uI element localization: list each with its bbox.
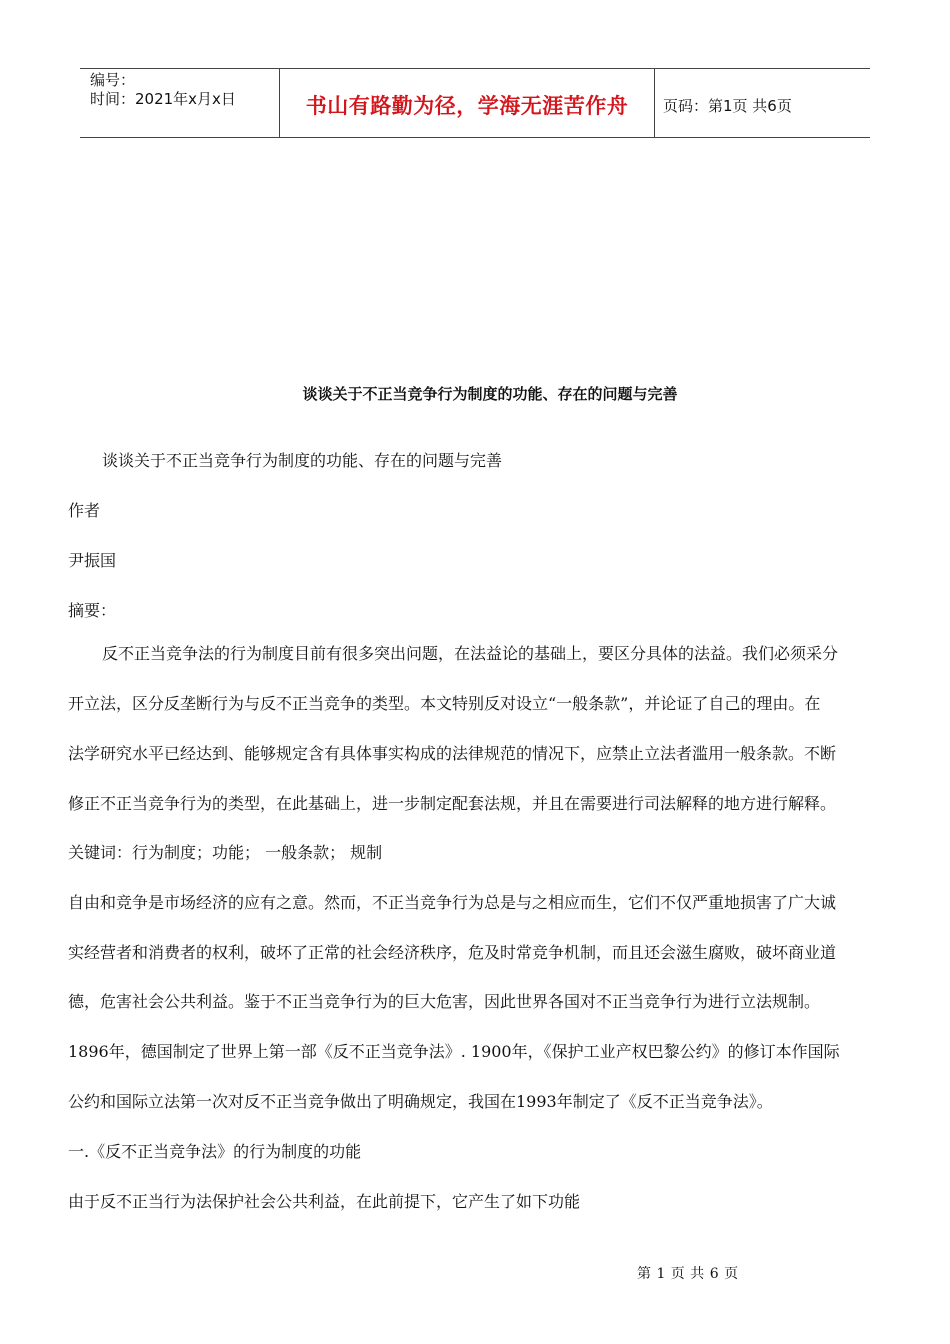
body-line: 德，危害社会公共利益。鉴于不正当竞争行为的巨大危害，因此世界各国对不正当竞争行为进行立法规制。 — [68, 992, 821, 1011]
page-info-label: 页码：第1页 共6页 — [663, 96, 792, 115]
header-page-info — [655, 69, 870, 137]
keywords-line: 关键词：行为制度；功能； 一般条款； 规制 — [68, 843, 383, 862]
author-label: 作者 — [68, 501, 101, 520]
abstract-line: 修正不正当竞争行为的类型，在此基础上，进一步制定配套法规，并且在需要进行司法解释的地方进行解释。 — [68, 794, 837, 813]
abstract-line: 反不正当竞争法的行为制度目前有很多突出问题，在法益论的基础上，要区分具体的法益。我们必须采分 — [102, 644, 839, 663]
abstract-label: 摘要： — [68, 601, 117, 620]
page-footer: 第 1 页 共 6 页 — [637, 1266, 739, 1282]
body-line: 1896年，德国制定了世界上第一部《反不正当竞争法》. 1900年，《保护工业产权巴黎公约》的修订本作国际 — [68, 1042, 840, 1061]
abstract-line: 法学研究水平已经达到、能够规定含有具体事实构成的法律规范的情况下，应禁止立法者滥用一般条款。不断 — [68, 744, 837, 763]
header-motto-cell — [280, 69, 655, 137]
body-line: 由于反不正当行为法保护社会公共利益，在此前提下，它产生了如下功能 — [68, 1192, 581, 1211]
time-label: 时间：2021年x月x日 — [90, 90, 236, 108]
body-line: 实经营者和消费者的权利，破坏了正常的社会经济秩序，危及时常竞争机制，而且还会滋生腐败，破坏商业道 — [68, 943, 837, 962]
body-line: 自由和竞争是市场经济的应有之意。然而，不正当竞争行为总是与之相应而生，它们不仅严重地损害了广大诚 — [68, 893, 837, 912]
serial-number-label: 编号： — [90, 71, 136, 89]
document-title: 谈谈关于不正当竞争行为制度的功能、存在的问题与完善 — [302, 385, 678, 403]
section-heading: 一.《反不正当竞争法》的行为制度的功能 — [68, 1142, 362, 1161]
abstract-line: 开立法，区分反垄断行为与反不正当竞争的类型。本文特别反对设立“一般条款”，并论证了自己的理由。在 — [68, 694, 821, 713]
header-motto: 书山有路勤为径，学海无涯苦作舟 — [305, 94, 629, 118]
header-meta — [80, 69, 280, 137]
document-header — [80, 68, 870, 138]
subtitle-line: 谈谈关于不正当竞争行为制度的功能、存在的问题与完善 — [102, 451, 503, 470]
body-line: 公约和国际立法第一次对反不正当竞争做出了明确规定，我国在1993年制定了《反不正当竞争法》。 — [68, 1092, 773, 1111]
author-name: 尹振国 — [68, 551, 117, 570]
